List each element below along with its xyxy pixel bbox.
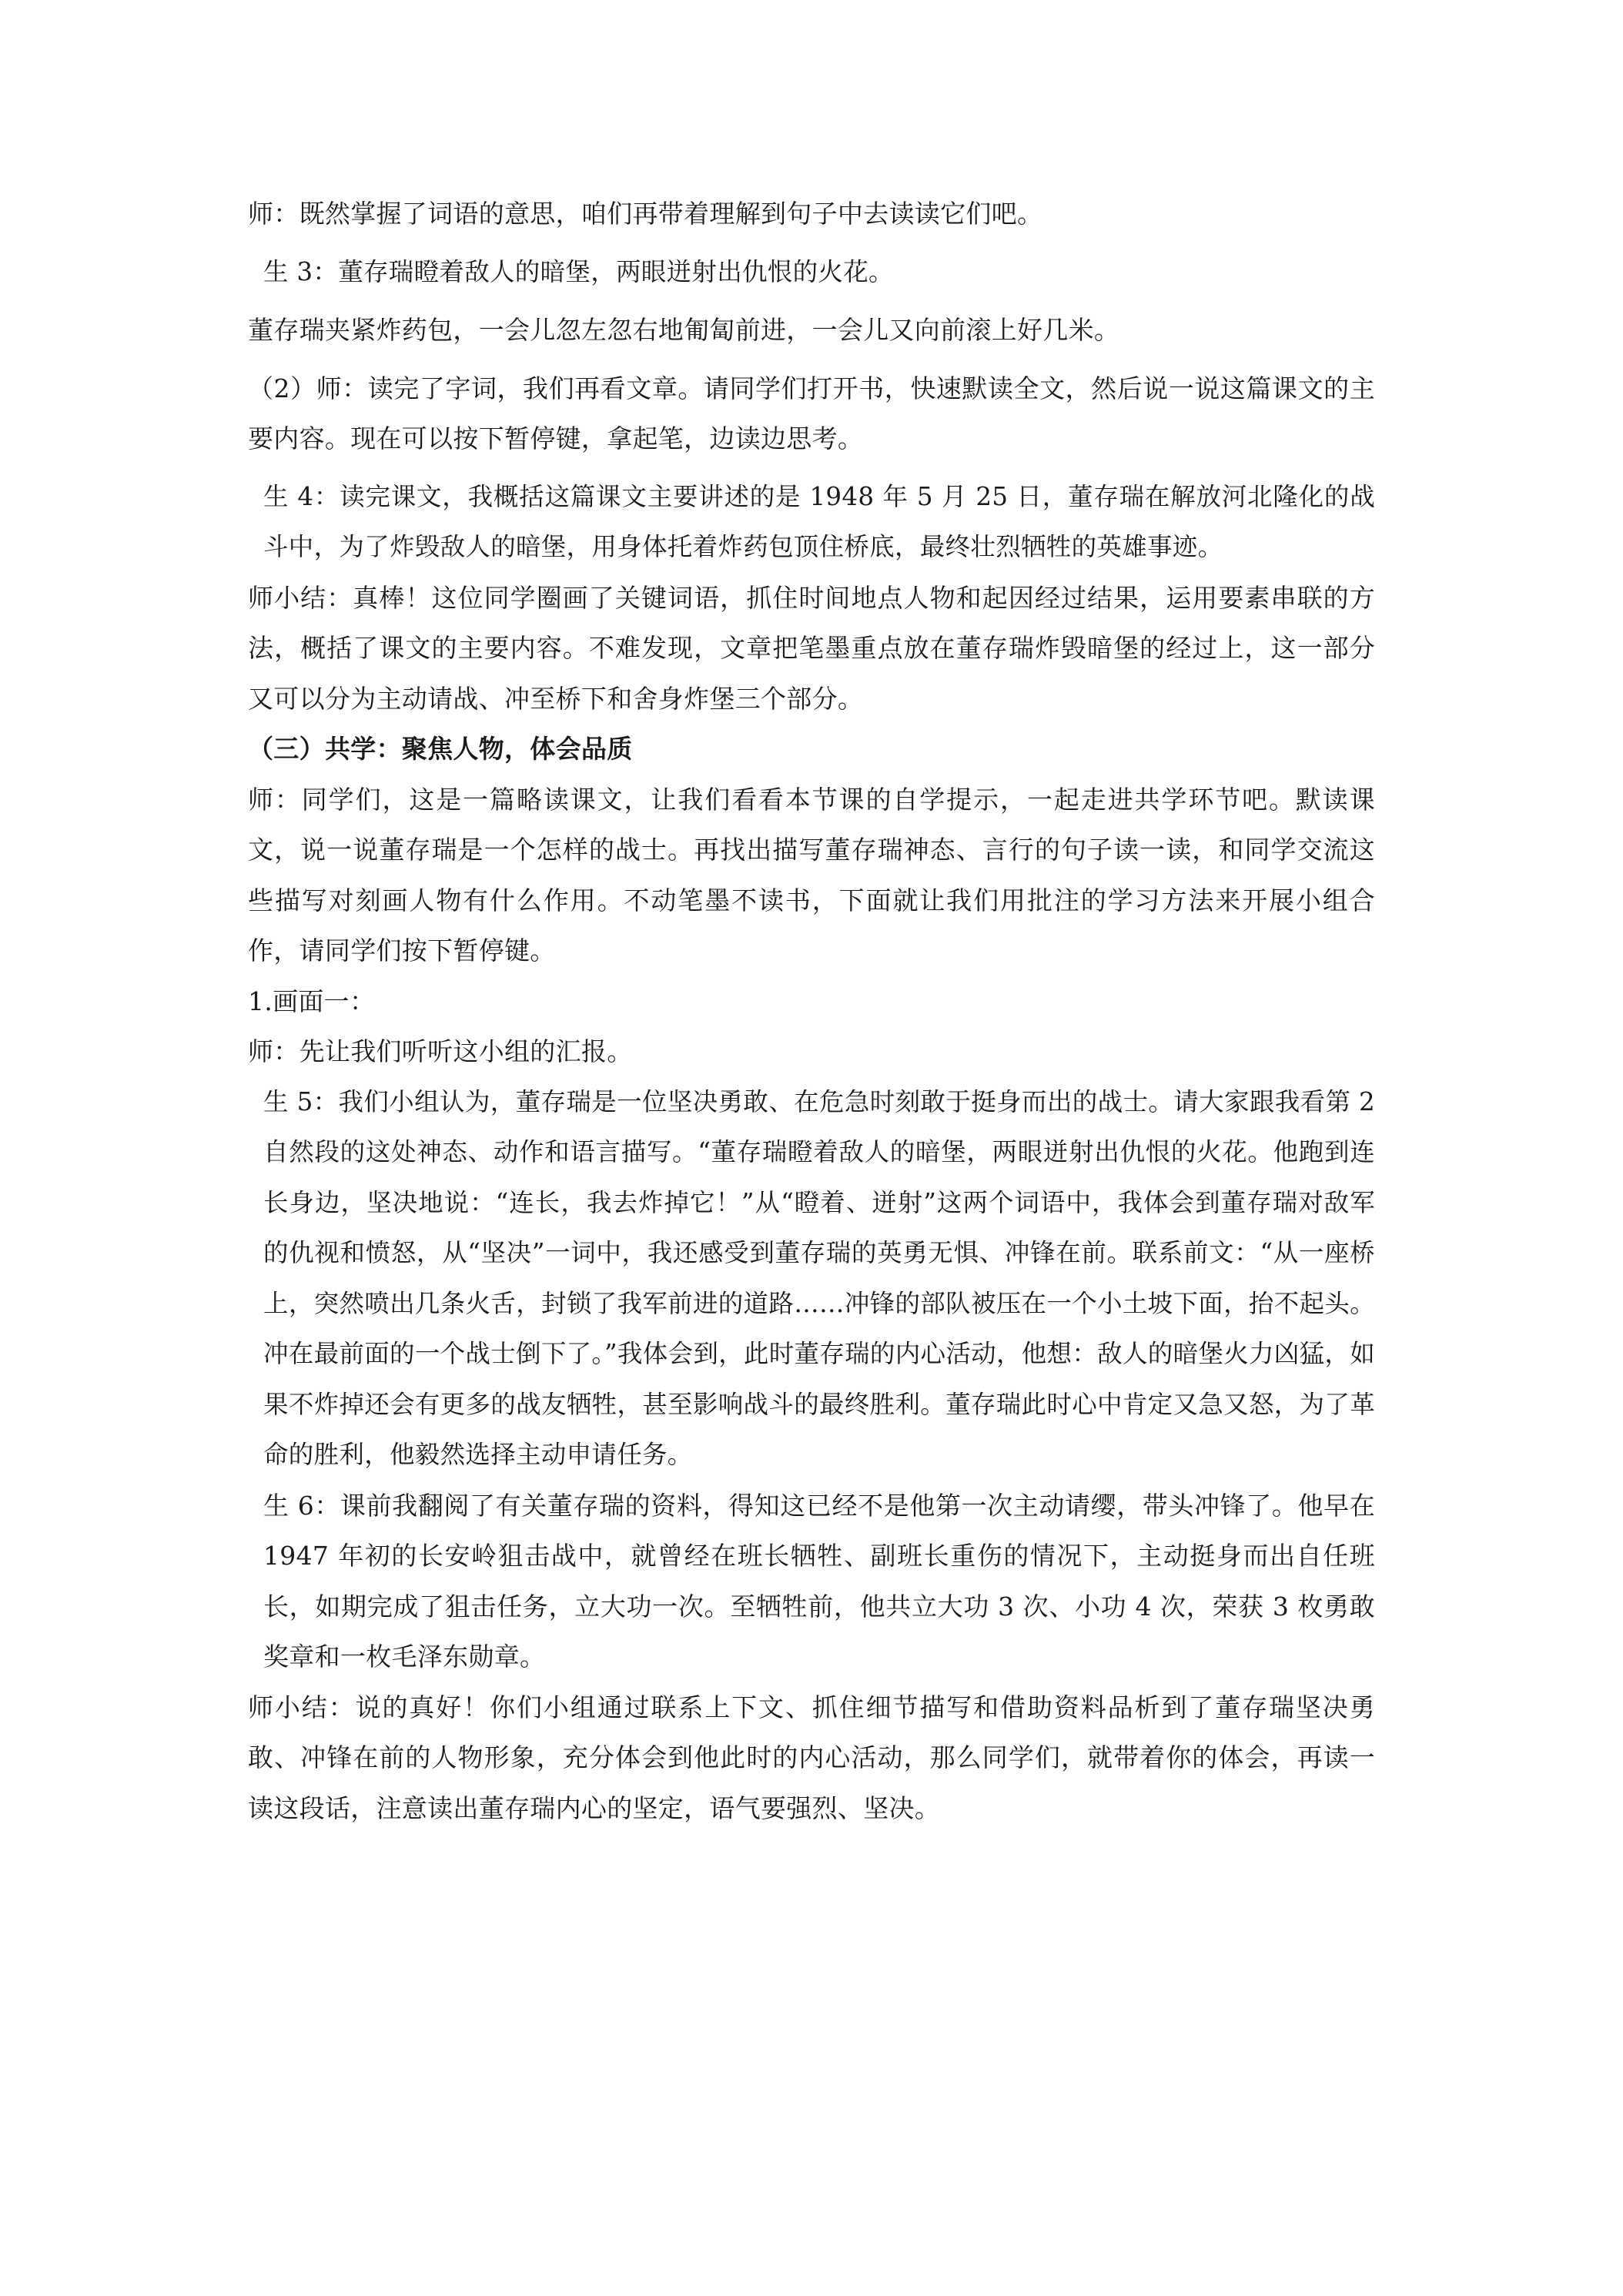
teacher-instructions-paragraph: 师：同学们，这是一篇略读课文，让我们看看本节课的自学提示，一起走进共学环节吧。默读课文，说一说董存瑞是一个怎样的战士。再找出描写董存瑞神态、言行的句子读一读，和同学交流这些描写对刻画人物有什么作用。不动笔墨不读书，下面就让我们用批注的学习方法来开展小组合作，请同学们按下暂停键。 <box>248 784 1375 966</box>
teacher-intro-paragraph: 师：先让我们听听这小组的汇报。 <box>248 1036 633 1066</box>
teacher-summary-paragraph-2: 师小结：说的真好！你们小组通过联系上下文、抓住细节描写和借助资料品析到了董存瑞坚决勇敢、冲锋在前的人物形象，充分体会到他此时的内心活动，那么同学们，就带着你的体会，再读一读这段话，注意读出董存瑞内心的坚定，语气要强烈、坚决。 <box>248 1692 1375 1823</box>
section-heading: （三）共学：聚焦人物，体会品质 <box>248 734 633 764</box>
student-6-paragraph: 生 6：课前我翻阅了有关董存瑞的资料，得知这已经不是他第一次主动请缨，带头冲锋了。他早在 1947 年初的长安岭狙击战中，就曾经在班长牺牲、副班长重伤的情况下，主动挺身而出自任班长，如期完成了狙击任务，立大功一次。至牺牲前，他共立大功 3 次、小功 4 次，荣获 3 枚勇敢奖章和一枚毛泽东勋章。 <box>263 1490 1375 1672</box>
student-3-paragraph: 生 3：董存瑞瞪着敌人的暗堡，两眼迸射出仇恨的火花。 <box>263 256 894 286</box>
sentence-paragraph: 董存瑞夹紧炸药包，一会儿忽左忽右地匍匐前进，一会儿又向前滚上好几米。 <box>248 315 1120 345</box>
student-5-paragraph: 生 5：我们小组认为，董存瑞是一位坚决勇敢、在危急时刻敢于挺身而出的战士。请大家跟我看第 2 自然段的这处神态、动作和语言描写。“董存瑞瞪着敌人的暗堡，两眼迸射出仇恨的火花。他跑到连长身边，坚决地说：“连长，我去炸掉它！”从“瞪着、迸射”这两个词语中，我体会到董存瑞对敌军的仇视和愤怒，从“坚决”一词中，我还感受到董存瑞的英勇无惧、冲锋在前。联系前文：“从一座桥上，突然喷出几条火舌，封锁了我军前进的道路……冲锋的部队被压在一个小土坡下面，抬不起头。冲在最前面的一个战士倒下了。”我体会到，此时董存瑞的内心活动，他想：敌人的暗堡火力凶猛，如果不炸掉还会有更多的战友牺牲，甚至影响战斗的最终胜利。董存瑞此时心中肯定又急又怒，为了革命的胜利，他毅然选择主动申请任务。 <box>263 1086 1375 1469</box>
teacher-paragraph-2: （2）师：读完了字词，我们再看文章。请同学们打开书，快速默读全文，然后说一说这篇课文的主要内容。现在可以按下暂停键，拿起笔，边读边思考。 <box>248 373 1375 454</box>
student-4-paragraph: 生 4：读完课文，我概括这篇课文主要讲述的是 1948 年 5 月 25 日，董存瑞在解放河北隆化的战斗中，为了炸毁敌人的暗堡，用身体托着炸药包顶住桥底，最终壮烈牺牲的英雄事迹。 <box>263 481 1375 561</box>
scene-one-label: 1.画面一： <box>248 986 376 1016</box>
teacher-summary-paragraph: 师小结：真棒！这位同学圈画了关键词语，抓住时间地点人物和起因经过结果，运用要素串联的方法，概括了课文的主要内容。不难发现，文章把笔墨重点放在董存瑞炸毁暗堡的经过上，这一部分又可以分为主动请战、冲至桥下和舍身炸堡三个部分。 <box>248 582 1375 714</box>
document-body <box>248 189 1375 1833</box>
teacher-paragraph: 师：既然掌握了词语的意思，咱们再带着理解到句子中去读读它们吧。 <box>248 199 1043 229</box>
